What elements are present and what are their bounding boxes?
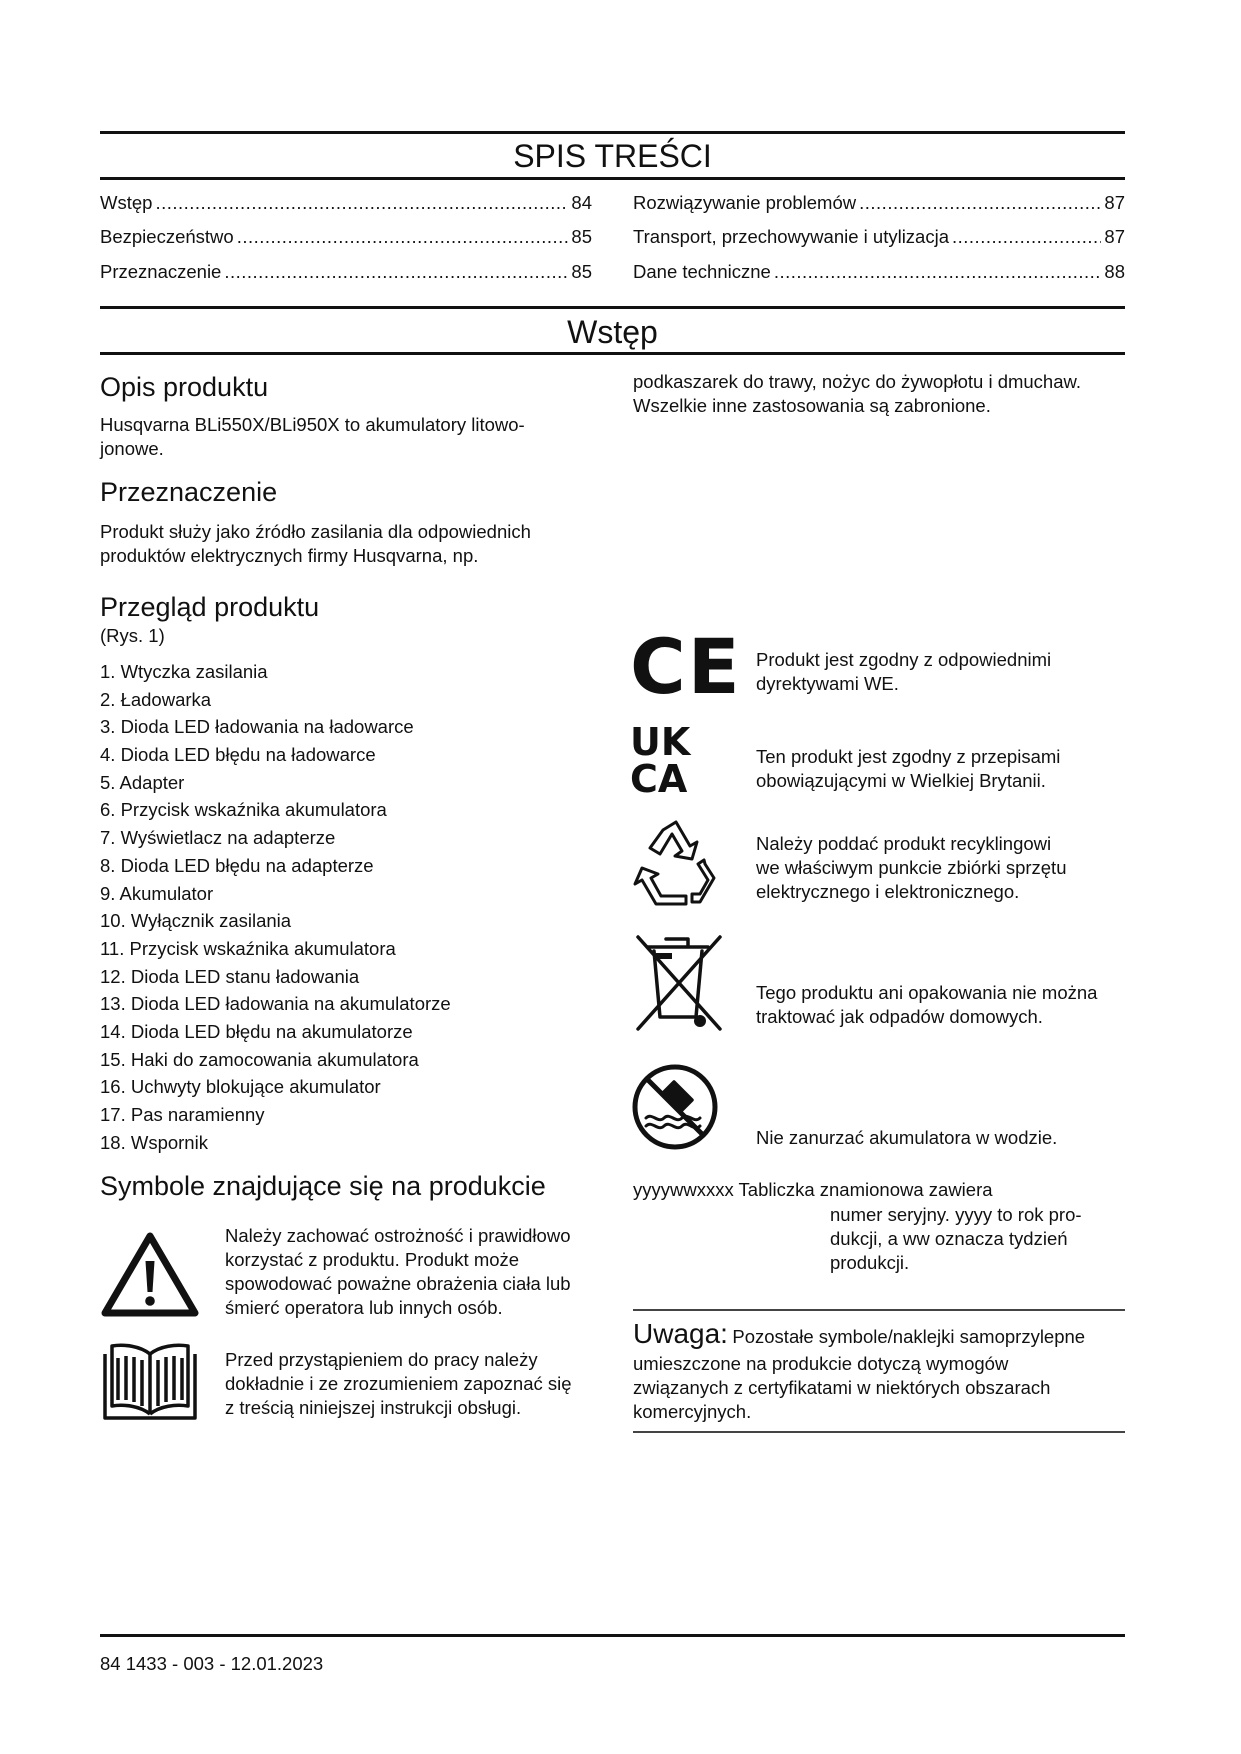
- product-overview-heading: Przegląd produktu: [100, 592, 320, 622]
- list-item: 18. Wspornik: [100, 1131, 208, 1153]
- figure-reference: (Rys. 1): [100, 625, 165, 646]
- warning-text: Należy zachować ostrożność i prawidłowo korzystać z produktu. Produkt może spowodować poważne obrażenia ciała lub śmierć operatora lub innych osób.: [225, 1225, 571, 1318]
- toc-entry[interactable]: Wstęp ..... 84: [100, 191, 592, 215]
- list-item: 3. Dioda LED ładowania na ładowarce: [100, 716, 414, 738]
- section-title: Wstęp: [567, 314, 658, 350]
- parts-list: [100, 658, 600, 1156]
- toc-entry[interactable]: Dane techniczne ..... 88: [633, 260, 1125, 284]
- product-description-heading: Opis produktu: [100, 372, 269, 402]
- page-number: 84: [100, 1653, 121, 1674]
- rating-plate-code: yyyywwxxxx: [633, 1179, 734, 1200]
- open-book-icon: [100, 1340, 200, 1422]
- list-item: 15. Haki do zamocowania akumulatora: [100, 1048, 419, 1070]
- list-item: 4. Dioda LED błędu na ładowarce: [100, 744, 376, 766]
- toc-entry[interactable]: Bezpieczeństwo ..... 85: [100, 225, 592, 249]
- intended-use-continuation: podkaszarek do trawy, nożyc do żywopłotu i dmuchaw. Wszelkie inne zastosowania są zabronione.: [633, 371, 1081, 416]
- list-item: 12. Dioda LED stanu ładowania: [100, 965, 360, 987]
- ce-mark-icon: CE: [630, 622, 742, 711]
- rating-plate-text: numer seryjny. yyyy to rok pro- dukcji, a ww oznacza tydzień produkcji.: [830, 1204, 1082, 1273]
- list-item: 7. Wyświetlacz na adapterze: [100, 827, 336, 849]
- list-item: 6. Przycisk wskaźnika akumulatora: [100, 799, 387, 821]
- note-bottom-rule: [633, 1431, 1125, 1433]
- list-item: 10. Wyłącznik zasilania: [100, 910, 292, 932]
- footer-rule: [100, 1634, 1125, 1637]
- list-item: 13. Dioda LED ładowania na akumulatorze: [100, 993, 451, 1015]
- toc-entry[interactable]: Rozwiązywanie problemów ..... 87: [633, 191, 1125, 215]
- note-first-line: Uwaga: Pozostałe symbole/naklejki samoprzylepne: [633, 1318, 1086, 1349]
- intended-use-text: Produkt służy jako źródło zasilania dla odpowiednich produktów elektrycznych firmy Husqvarna, np.: [100, 521, 531, 566]
- section-rule: [100, 306, 1125, 309]
- list-item: 5. Adapter: [100, 771, 185, 793]
- symbols-heading: Symbole znajdujące się na produkcie: [100, 1171, 546, 1201]
- list-item: 16. Uchwyty blokujące akumulator: [100, 1076, 381, 1098]
- manual-text: Przed przystąpieniem do pracy należy dokładnie i ze zrozumieniem zapoznać się z treścią niniejszej instrukcji obsługi.: [225, 1349, 572, 1418]
- note-top-rule: [633, 1309, 1125, 1311]
- list-item: 1. Wtyczka zasilania: [100, 661, 268, 682]
- ukca-text: Ten produkt jest zgodny z przepisami obowiązującymi w Wielkiej Brytanii.: [756, 746, 1061, 791]
- document-info: 1433 - 003 - 12.01.2023: [125, 1653, 324, 1674]
- toc-title: SPIS TREŚCI: [513, 138, 712, 174]
- toc-rule: [100, 177, 1125, 180]
- toc-entry[interactable]: Przeznaczenie ..... 85: [100, 260, 592, 284]
- weee-text: Tego produktu ani opakowania nie można traktować jak odpadów domowych.: [756, 982, 1098, 1027]
- list-item: 11. Przycisk wskaźnika akumulatora: [100, 937, 396, 959]
- footer: [100, 1652, 323, 1676]
- no-water-text: Nie zanurzać akumulatora w wodzie.: [756, 1127, 1058, 1148]
- list-item: 14. Dioda LED błędu na akumulatorze: [100, 1020, 413, 1042]
- recycle-icon: [630, 818, 720, 908]
- list-item: 2. Ładowarka: [100, 688, 212, 710]
- recycle-text: Należy poddać produkt recyklingowi we właściwym punkcie zbiórki sprzętu elektrycznego i elektronicznego.: [756, 833, 1067, 902]
- top-rule: [100, 131, 1125, 134]
- note-label: Uwaga:: [633, 1318, 728, 1349]
- intended-use-heading: Przeznaczenie: [100, 477, 278, 507]
- rating-plate-first-line: yyyywwxxxx Tabliczka znamionowa zawiera: [633, 1179, 993, 1200]
- note-text: umieszczone na produkcie dotyczą wymogów związanych z certyfikatami w niektórych obszarach komercyjnych.: [633, 1353, 1051, 1422]
- section-rule: [100, 352, 1125, 355]
- no-water-battery-icon: [630, 1062, 720, 1152]
- list-item: 9. Akumulator: [100, 882, 214, 904]
- ce-text: Produkt jest zgodny z odpowiednimi dyrektywami WE.: [756, 649, 1052, 694]
- product-description-text: Husqvarna BLi550X/BLi950X to akumulatory litowo- jonowe.: [100, 414, 525, 459]
- toc-entry[interactable]: Transport, przechowywanie i utylizacja ..... 87: [633, 225, 1125, 249]
- list-item: 8. Dioda LED błędu na adapterze: [100, 854, 374, 876]
- ukca-mark-icon: UK CA: [630, 720, 691, 801]
- list-item: 17. Pas naramienny: [100, 1104, 265, 1125]
- crossed-bin-icon: [630, 933, 726, 1033]
- warning-triangle-icon: [100, 1230, 200, 1318]
